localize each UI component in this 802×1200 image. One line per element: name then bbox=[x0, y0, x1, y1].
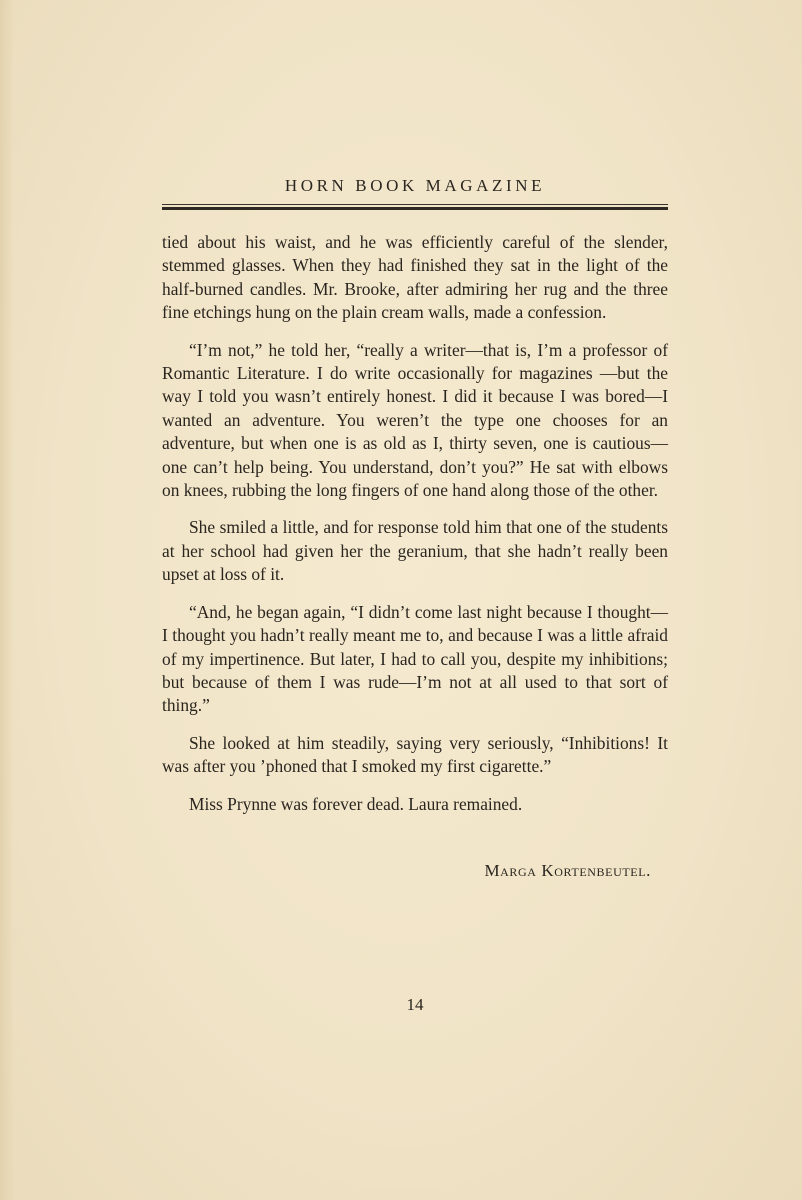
paragraph-5: She looked at him steadily, saying very seriously, “Inhibitions! It was after you ’phoned that I smoked my first cigarette.” bbox=[162, 732, 668, 777]
page-number: 14 bbox=[406, 995, 424, 1014]
paragraph-2: “I’m not,” he told her, “really a writer—that is, I’m a professor of Romantic Literature. I do write occasionally for magazines —but the way I told you wasn’t entirely honest. I did it because I was bored—I wanted an adventure. You weren’t the type one chooses for an adventure, but when one is as old as I, thirty seven, one is cautious—one can’t help being. You understand, don’t you?” He sat with elbows on knees, rubbing the long fingers of one hand along those of the other. bbox=[162, 339, 668, 501]
paragraph-1: tied about his waist, and he was efficiently careful of the slender, stemmed glasses. When they had finished they sat in the light of the half-burned candles. Mr. Brooke, after admiring her rug and the three fine etchings hung on the plain cream walls, made a confession. bbox=[162, 232, 668, 323]
paragraph-4: “And, he began again, “I didn’t come last night because I thought—I thought you hadn’t really meant me to, and because I was a little afraid of my impertinence. But later, I had to call you, despite my inhibitions; but because of them I was rude—I’m not at all used to that sort of thing.” bbox=[162, 601, 668, 716]
header-rule-thin bbox=[162, 204, 668, 205]
header-rule-thick bbox=[162, 207, 668, 210]
running-header: HORN BOOK MAGAZINE bbox=[284, 176, 546, 195]
article-body bbox=[162, 231, 668, 830]
paragraph-3: She smiled a little, and for response told him that one of the students at her school had given her the geranium, that she hadn’t really been upset at loss of it. bbox=[162, 517, 668, 585]
header-rule bbox=[162, 204, 668, 211]
author-signature: Marga Kortenbeutel. bbox=[484, 861, 651, 880]
paragraph-6: Miss Prynne was forever dead. Laura remained. bbox=[189, 793, 523, 814]
